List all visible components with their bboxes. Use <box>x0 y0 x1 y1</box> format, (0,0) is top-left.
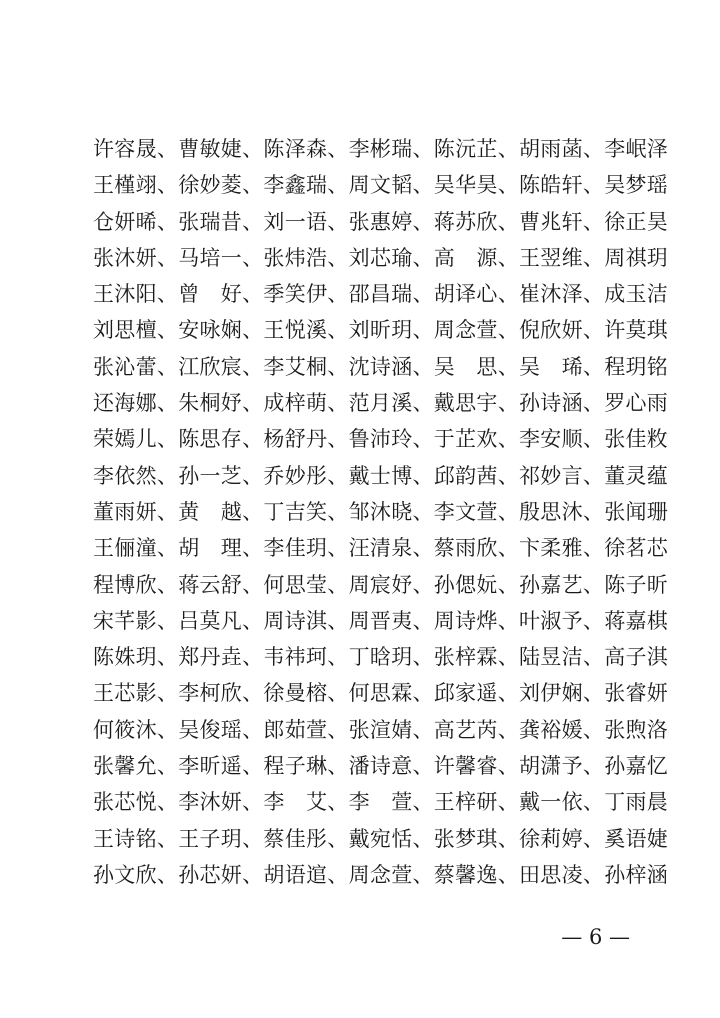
name-line-13: 程博欣、蒋云舒、何思莹、周宸妤、孙偲妧、孙嘉艺、陈子昕 <box>93 572 669 597</box>
name-line-19: 张芯悦、李沐妍、李 艾、李 萱、王梓研、戴一依、丁雨晨 <box>93 790 669 815</box>
name-line-5: 王沐阳、曾 好、季笑伊、邵昌瑞、胡译心、崔沐泽、成玉洁 <box>93 282 669 307</box>
name-line-17: 何筱沐、吴俊瑶、郎茹萱、张渲婧、高艺芮、龚裕媛、张煦洛 <box>93 717 669 742</box>
name-list <box>93 131 669 893</box>
name-line-10: 李依然、孙一芝、乔妙彤、戴士博、邱韵茜、祁妙言、董灵蕴 <box>93 463 669 488</box>
name-line-11: 董雨妍、黄 越、丁吉笑、邹沐晓、李文萱、殷思沐、张闻珊 <box>93 499 669 524</box>
name-line-2: 王槿翊、徐妙菱、李鑫瑞、周文韬、吴华昊、陈皓轩、吴梦瑶 <box>93 173 669 198</box>
name-line-21: 孙文欣、孙芯妍、胡语逭、周念萱、蔡馨逸、田思凌、孙梓涵 <box>93 862 669 887</box>
name-line-6: 刘思檀、安咏娴、王悦溪、刘昕玥、周念萱、倪欣妍、许莫琪 <box>93 318 669 343</box>
name-line-7: 张沁蕾、江欣宸、李艾桐、沈诗涵、吴 思、吴 琋、程玥铭 <box>93 354 669 379</box>
name-line-20: 王诗铭、王子玥、蔡佳彤、戴宛恬、张梦琪、徐莉婷、奚语婕 <box>93 826 669 851</box>
name-line-1: 许容晟、曹敏婕、陈泽森、李彬瑞、陈沅芷、胡雨菡、李岷泽 <box>93 137 669 161</box>
name-line-8: 还海娜、朱桐妤、成梓萌、范月溪、戴思宇、孙诗涵、罗心雨 <box>93 391 669 416</box>
name-line-18: 张馨允、李昕遥、程子琳、潘诗意、许馨睿、胡潇予、孙嘉忆 <box>93 754 669 779</box>
name-line-3: 仓妍晞、张瑞昔、刘一语、张惠婷、蒋苏欣、曹兆轩、徐正昊 <box>93 209 669 234</box>
name-line-16: 王芯影、李柯欣、徐曼榕、何思霖、邱家遥、刘伊娴、张睿妍 <box>93 681 669 706</box>
page-number: — 6 — <box>561 925 630 949</box>
name-line-4: 张沐妍、马培一、张炜浩、刘芯瑜、高 源、王翌维、周祺玥 <box>93 245 669 270</box>
name-line-15: 陈姝玥、郑丹垚、韦祎珂、丁晗玥、张梓霖、陆昱洁、高子淇 <box>93 645 669 670</box>
name-line-9: 荣嫣儿、陈思存、杨舒丹、鲁沛玲、于芷欢、李安顺、张佳敉 <box>93 427 669 452</box>
name-line-14: 宋芊影、吕莫凡、周诗淇、周晋夷、周诗烨、叶淑予、蒋嘉棋 <box>93 608 669 633</box>
name-line-12: 王俪潼、胡 理、李佳玥、汪清泉、蔡雨欣、卞柔雅、徐茗芯 <box>93 536 669 561</box>
